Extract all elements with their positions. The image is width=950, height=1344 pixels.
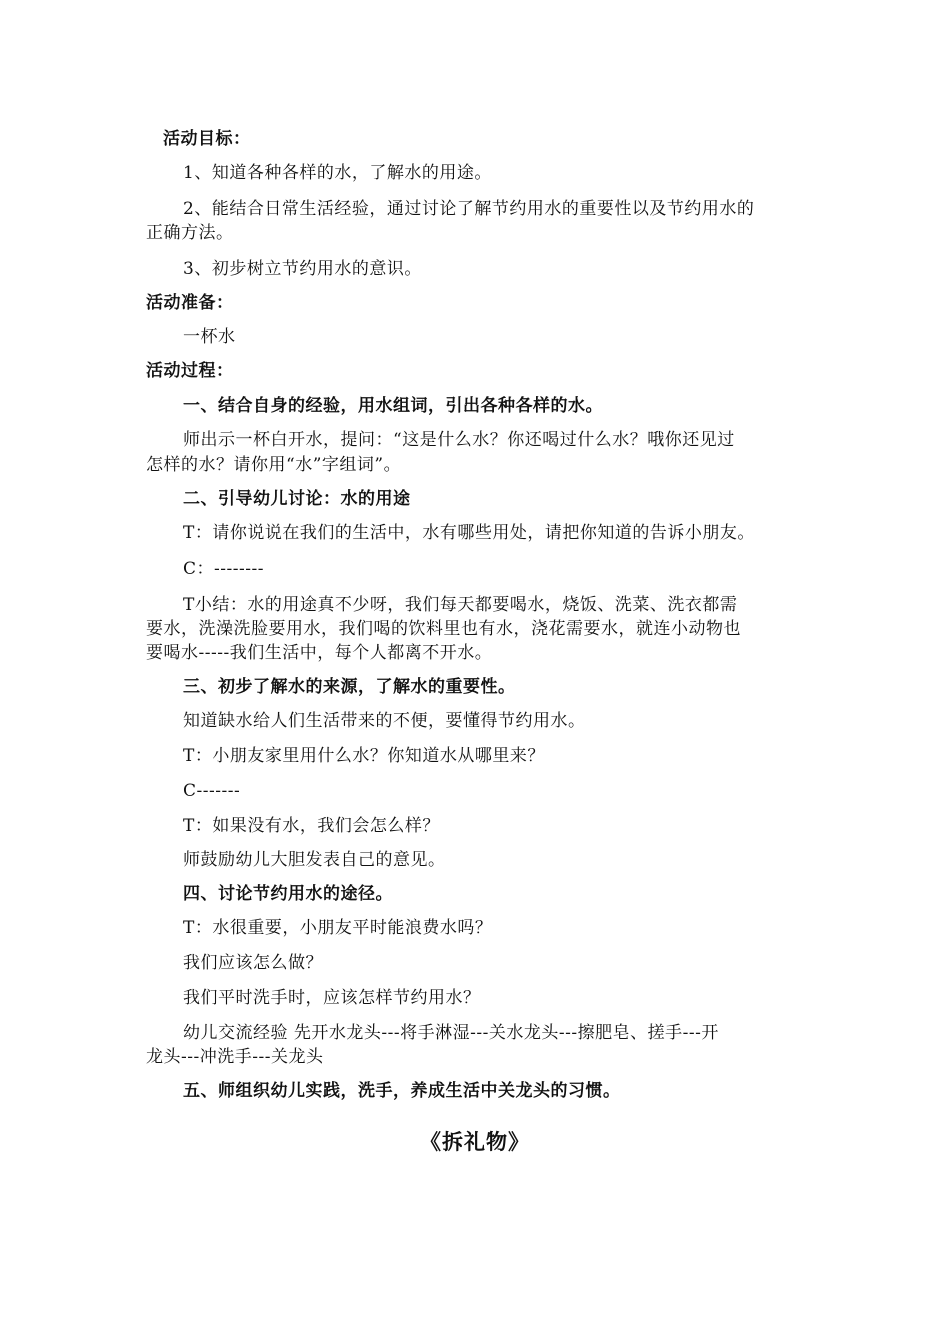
section-4-teacher-question: T：水很重要，小朋友平时能浪费水吗？ — [183, 918, 493, 938]
section-1-heading: 一、结合自身的经验，用水组词，引出各种各样的水。 — [183, 396, 603, 416]
section-2-summary-line-2: 要水，洗澡洗脸要用水，我们喝的饮料里也有水，浇花需要水，就连小动物也 — [146, 619, 741, 639]
goal-item-2-line-1: 2、能结合日常生活经验，通过讨论了解节约用水的重要性以及节约用水的 — [183, 199, 755, 219]
goal-item-3: 3、初步树立节约用水的意识。 — [183, 259, 422, 279]
section-2-child-answer: C：-------- — [183, 559, 264, 579]
goal-item-1: 1、知道各种各样的水，了解水的用途。 — [183, 163, 492, 183]
section-2-heading: 二、引导幼儿讨论：水的用途 — [183, 489, 411, 509]
goal-item-2-line-2: 正确方法。 — [146, 223, 234, 243]
section-4-exchange-line-2: 龙头---冲洗手---关龙头 — [146, 1047, 324, 1067]
section-3-encouragement: 师鼓励幼儿大胆发表自己的意见。 — [183, 850, 446, 870]
section-2-summary-line-3: 要喝水-----我们生活中，每个人都离不开水。 — [146, 643, 493, 663]
prep-heading: 活动准备： — [146, 293, 234, 313]
next-lesson-title: 《拆礼物》 — [420, 1130, 530, 1154]
section-3-paragraph: 知道缺水给人们生活带来的不便，要懂得节约用水。 — [183, 711, 586, 731]
section-5-heading: 五、师组织幼儿实践，洗手，养成生活中关龙头的习惯。 — [183, 1081, 621, 1101]
section-2-teacher-question: T：请你说说在我们的生活中，水有哪些用处，请把你知道的告诉小朋友。 — [183, 523, 755, 543]
section-3-child-answer: C------- — [183, 781, 241, 801]
section-3-teacher-question-1: T：小朋友家里用什么水？你知道水从哪里来？ — [183, 746, 545, 766]
section-1-paragraph-line-2: 怎样的水？请你用“水”字组词”。 — [146, 455, 402, 475]
section-4-question-2: 我们平时洗手时，应该怎样节约用水？ — [183, 988, 481, 1008]
section-1-paragraph-line-1: 师出示一杯白开水，提问：“这是什么水？你还喝过什么水？哦你还见过 — [183, 430, 735, 450]
section-3-teacher-question-2: T：如果没有水，我们会怎么样？ — [183, 816, 440, 836]
prep-item: 一杯水 — [183, 327, 236, 347]
section-2-summary-line-1: T小结：水的用途真不少呀，我们每天都要喝水，烧饭、洗菜、洗衣都需 — [183, 595, 738, 615]
goals-heading: 活动目标： — [163, 129, 251, 149]
process-heading: 活动过程： — [146, 361, 234, 381]
section-4-heading: 四、讨论节约用水的途径。 — [183, 884, 393, 904]
section-4-exchange-line-1: 幼儿交流经验 先开水龙头---将手淋湿---关水龙头---擦肥皂、搓手---开 — [183, 1023, 719, 1043]
section-4-question-1: 我们应该怎么做？ — [183, 953, 323, 973]
section-3-heading: 三、初步了解水的来源，了解水的重要性。 — [183, 677, 516, 697]
